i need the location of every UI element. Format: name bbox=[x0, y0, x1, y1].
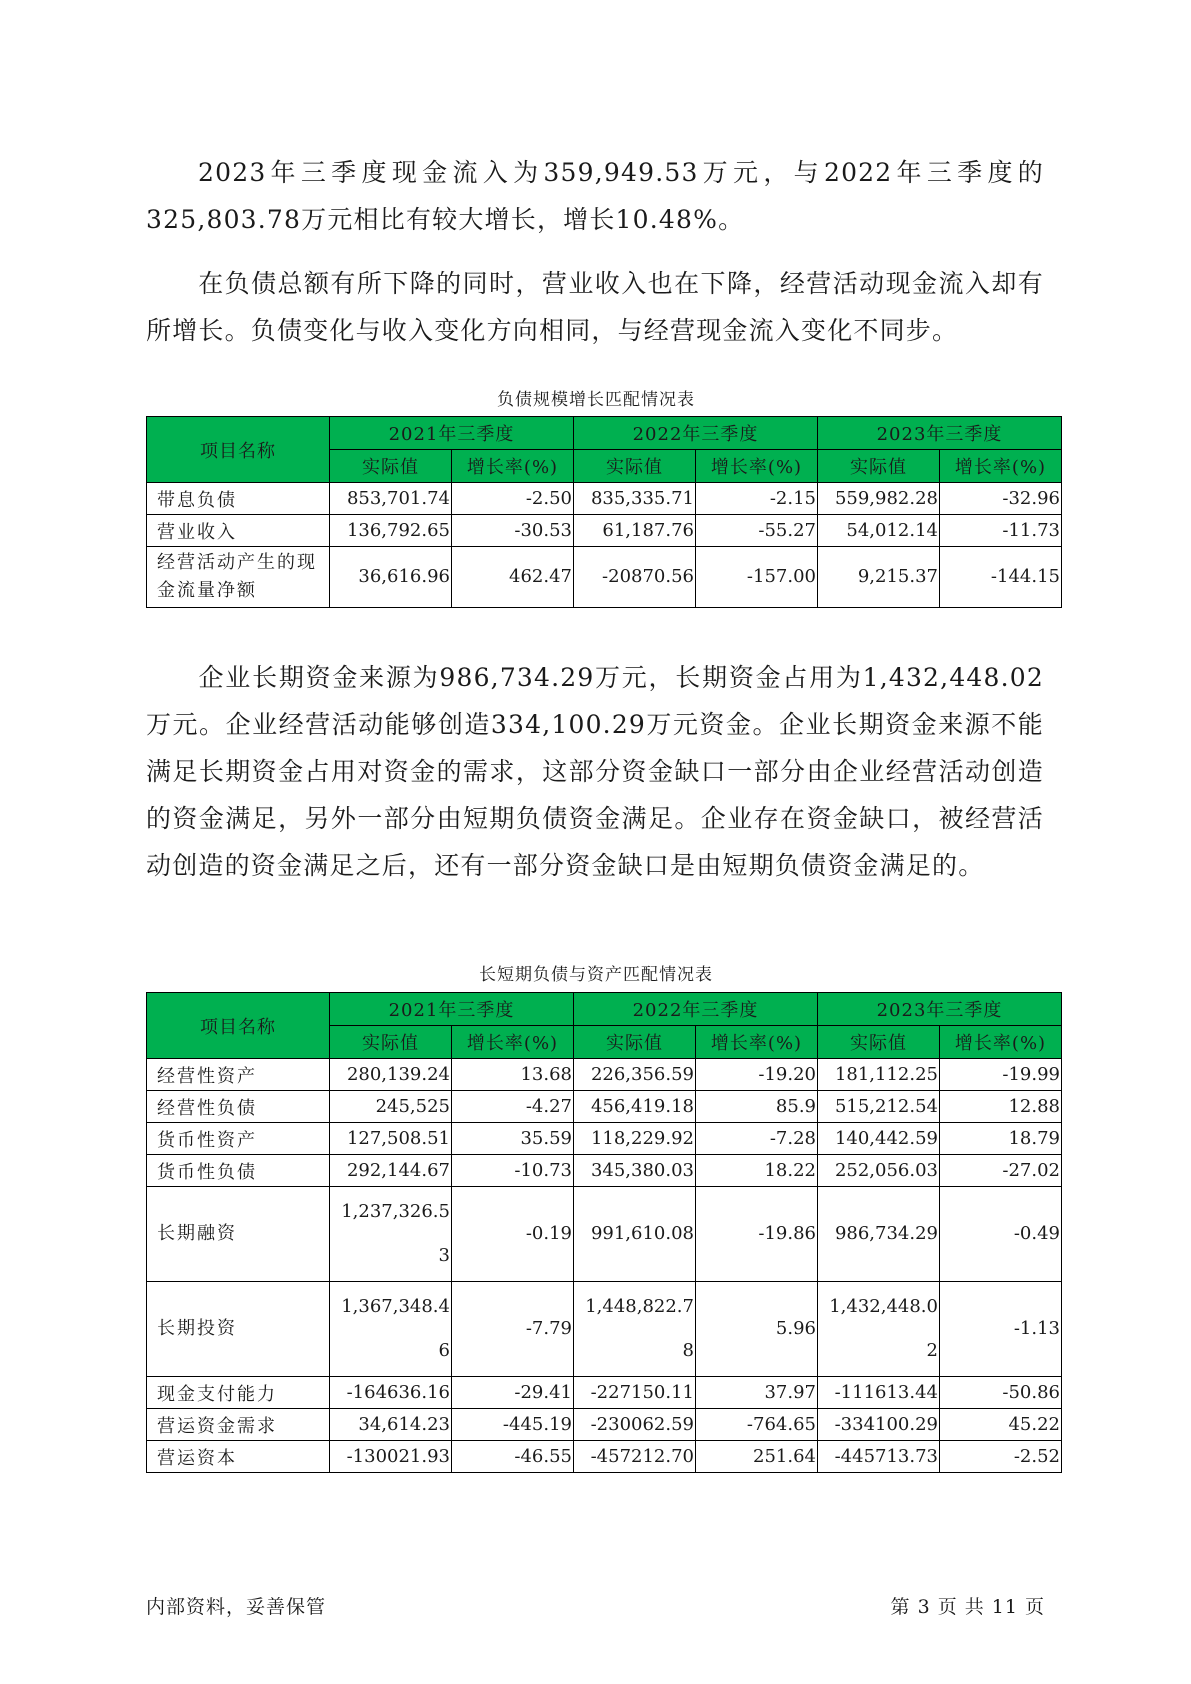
cell-actual-value: 280,139.24 bbox=[330, 1059, 452, 1091]
cell-actual-value: 61,187.76 bbox=[574, 515, 696, 547]
header-period: 2022年三季度 bbox=[574, 993, 818, 1026]
cell-actual-value: -130021.93 bbox=[330, 1441, 452, 1473]
table-row bbox=[147, 1123, 1062, 1155]
paragraph-long-term-funds bbox=[146, 654, 1044, 889]
paragraph-cash-inflow bbox=[146, 149, 1044, 243]
cell-actual-value: 559,982.28 bbox=[818, 483, 940, 515]
cell-actual-value: 456,419.18 bbox=[574, 1091, 696, 1123]
cell-growth-rate: -27.02 bbox=[940, 1155, 1062, 1187]
header-period: 2023年三季度 bbox=[818, 993, 1062, 1026]
header-period: 2023年三季度 bbox=[818, 417, 1062, 450]
table-row bbox=[147, 1409, 1062, 1441]
cell-actual-value: 9,215.37 bbox=[818, 547, 940, 608]
cell-growth-rate: -7.79 bbox=[452, 1282, 574, 1377]
cell-actual-value: 245,525 bbox=[330, 1091, 452, 1123]
cell-actual-value: 127,508.51 bbox=[330, 1123, 452, 1155]
header-item-name: 项目名称 bbox=[147, 417, 330, 483]
table-row bbox=[147, 515, 1062, 547]
cell-growth-rate: 37.97 bbox=[696, 1377, 818, 1409]
cell-actual-value: 345,380.03 bbox=[574, 1155, 696, 1187]
row-label: 长期投资 bbox=[147, 1282, 330, 1377]
table-body bbox=[147, 483, 1062, 608]
cell-growth-rate: 12.88 bbox=[940, 1091, 1062, 1123]
cell-actual-value: 986,734.29 bbox=[818, 1187, 940, 1282]
table-row bbox=[147, 1441, 1062, 1473]
cell-growth-rate: -19.99 bbox=[940, 1059, 1062, 1091]
cell-growth-rate: 45.22 bbox=[940, 1409, 1062, 1441]
header-actual: 实际值 bbox=[574, 1026, 696, 1059]
cell-actual-value: -227150.11 bbox=[574, 1377, 696, 1409]
row-label: 经营性资产 bbox=[147, 1059, 330, 1091]
cell-growth-rate: -144.15 bbox=[940, 547, 1062, 608]
cell-actual-value: 226,356.59 bbox=[574, 1059, 696, 1091]
paragraph-text: 在负债总额有所下降的同时，营业收入也在下降，经营活动现金流入却有所增长。负债变化与收入变化方向相同，与经营现金流入变化不同步。 bbox=[146, 269, 1044, 345]
header-actual: 实际值 bbox=[574, 450, 696, 483]
cell-growth-rate: 5.96 bbox=[696, 1282, 818, 1377]
cell-actual-value: 118,229.92 bbox=[574, 1123, 696, 1155]
row-label: 现金支付能力 bbox=[147, 1377, 330, 1409]
cell-growth-rate: 13.68 bbox=[452, 1059, 574, 1091]
row-label: 经营性负债 bbox=[147, 1091, 330, 1123]
cell-growth-rate: -55.27 bbox=[696, 515, 818, 547]
cell-growth-rate: -30.53 bbox=[452, 515, 574, 547]
header-actual: 实际值 bbox=[818, 1026, 940, 1059]
cell-actual-value: 36,616.96 bbox=[330, 547, 452, 608]
table-row bbox=[147, 1282, 1062, 1377]
cell-actual-value: 515,212.54 bbox=[818, 1091, 940, 1123]
cell-actual-value: -457212.70 bbox=[574, 1441, 696, 1473]
cell-growth-rate: -46.55 bbox=[452, 1441, 574, 1473]
cell-actual-value: 835,335.71 bbox=[574, 483, 696, 515]
cell-actual-value: 54,012.14 bbox=[818, 515, 940, 547]
footer-page-number: 第 3 页 共 11 页 bbox=[890, 1596, 1045, 1618]
cell-growth-rate: -157.00 bbox=[696, 547, 818, 608]
header-item-name: 项目名称 bbox=[147, 993, 330, 1059]
cell-actual-value: -164636.16 bbox=[330, 1377, 452, 1409]
table-row bbox=[147, 1091, 1062, 1123]
table-row bbox=[147, 1377, 1062, 1409]
header-period: 2022年三季度 bbox=[574, 417, 818, 450]
cell-growth-rate: 85.9 bbox=[696, 1091, 818, 1123]
cell-actual-value: 252,056.03 bbox=[818, 1155, 940, 1187]
header-actual: 实际值 bbox=[330, 450, 452, 483]
paragraph-text: 2023年三季度现金流入为359,949.53万元，与2022年三季度的325,803.78万元相比有较大增长，增长10.48%。 bbox=[146, 158, 1044, 234]
row-label: 长期融资 bbox=[147, 1187, 330, 1282]
table-caption: 负债规模增长匹配情况表 bbox=[497, 390, 695, 410]
table-body bbox=[147, 1059, 1062, 1473]
cell-growth-rate: -11.73 bbox=[940, 515, 1062, 547]
cell-actual-value: 991,610.08 bbox=[574, 1187, 696, 1282]
cell-growth-rate: -2.52 bbox=[940, 1441, 1062, 1473]
cell-growth-rate: -445.19 bbox=[452, 1409, 574, 1441]
row-label: 货币性资产 bbox=[147, 1123, 330, 1155]
cell-growth-rate: -0.19 bbox=[452, 1187, 574, 1282]
cell-growth-rate: -1.13 bbox=[940, 1282, 1062, 1377]
footer-confidential-note: 内部资料，妥善保管 bbox=[146, 1596, 327, 1618]
row-label: 货币性负债 bbox=[147, 1155, 330, 1187]
cell-actual-value: 34,614.23 bbox=[330, 1409, 452, 1441]
header-actual: 实际值 bbox=[818, 450, 940, 483]
table-row bbox=[147, 1155, 1062, 1187]
header-growth: 增长率(%) bbox=[696, 1026, 818, 1059]
cell-actual-value: 853,701.74 bbox=[330, 483, 452, 515]
cell-growth-rate: -0.49 bbox=[940, 1187, 1062, 1282]
header-growth: 增长率(%) bbox=[696, 450, 818, 483]
cell-growth-rate: -29.41 bbox=[452, 1377, 574, 1409]
cell-actual-value: -334100.29 bbox=[818, 1409, 940, 1441]
header-growth: 增长率(%) bbox=[940, 1026, 1062, 1059]
cell-growth-rate: -4.27 bbox=[452, 1091, 574, 1123]
header-growth: 增长率(%) bbox=[940, 450, 1062, 483]
table-caption: 长短期负债与资产匹配情况表 bbox=[479, 965, 713, 985]
cell-growth-rate: -764.65 bbox=[696, 1409, 818, 1441]
header-growth: 增长率(%) bbox=[452, 450, 574, 483]
row-label: 经营活动产生的现金流量净额 bbox=[147, 547, 330, 608]
table-row bbox=[147, 547, 1062, 608]
cell-actual-value: -445713.73 bbox=[818, 1441, 940, 1473]
cell-actual-value: 1,448,822.78 bbox=[574, 1282, 696, 1377]
cell-actual-value: -111613.44 bbox=[818, 1377, 940, 1409]
row-label: 营业收入 bbox=[147, 515, 330, 547]
cell-growth-rate: -2.15 bbox=[696, 483, 818, 515]
cell-growth-rate: -32.96 bbox=[940, 483, 1062, 515]
header-actual: 实际值 bbox=[330, 1026, 452, 1059]
cell-growth-rate: 35.59 bbox=[452, 1123, 574, 1155]
cell-actual-value: -20870.56 bbox=[574, 547, 696, 608]
paragraph-text: 企业长期资金来源为986,734.29万元，长期资金占用为1,432,448.02万元。企业经营活动能够创造334,100.29万元资金。企业长期资金来源不能满足长期资金占用对资金的需求，这部分资金缺口一部分由企业经营活动创造的资金满足，另外一部分由短期负债资金满足。企业存在资金缺口，被经营活动创造的资金满足之后，还有一部分资金缺口是由短期负债资金满足的。 bbox=[146, 663, 1044, 880]
cell-growth-rate: 251.64 bbox=[696, 1441, 818, 1473]
cell-growth-rate: 18.22 bbox=[696, 1155, 818, 1187]
table-row bbox=[147, 483, 1062, 515]
header-period: 2021年三季度 bbox=[330, 993, 574, 1026]
cell-actual-value: 1,367,348.46 bbox=[330, 1282, 452, 1377]
cell-growth-rate: -19.86 bbox=[696, 1187, 818, 1282]
cell-growth-rate: -10.73 bbox=[452, 1155, 574, 1187]
header-growth: 增长率(%) bbox=[452, 1026, 574, 1059]
cell-actual-value: 1,237,326.53 bbox=[330, 1187, 452, 1282]
row-label: 带息负债 bbox=[147, 483, 330, 515]
liability-growth-table bbox=[146, 416, 1062, 608]
header-period: 2021年三季度 bbox=[330, 417, 574, 450]
row-label: 营运资本 bbox=[147, 1441, 330, 1473]
paragraph-liability-change bbox=[146, 260, 1044, 354]
cell-growth-rate: -50.86 bbox=[940, 1377, 1062, 1409]
cell-growth-rate: -19.20 bbox=[696, 1059, 818, 1091]
liability-asset-matching-table bbox=[146, 992, 1062, 1473]
cell-actual-value: 136,792.65 bbox=[330, 515, 452, 547]
cell-actual-value: 140,442.59 bbox=[818, 1123, 940, 1155]
cell-actual-value: -230062.59 bbox=[574, 1409, 696, 1441]
cell-growth-rate: 18.79 bbox=[940, 1123, 1062, 1155]
cell-growth-rate: 462.47 bbox=[452, 547, 574, 608]
row-label: 营运资金需求 bbox=[147, 1409, 330, 1441]
cell-actual-value: 292,144.67 bbox=[330, 1155, 452, 1187]
cell-growth-rate: -7.28 bbox=[696, 1123, 818, 1155]
table-row bbox=[147, 1059, 1062, 1091]
cell-growth-rate: -2.50 bbox=[452, 483, 574, 515]
table-row bbox=[147, 1187, 1062, 1282]
cell-actual-value: 1,432,448.02 bbox=[818, 1282, 940, 1377]
cell-actual-value: 181,112.25 bbox=[818, 1059, 940, 1091]
